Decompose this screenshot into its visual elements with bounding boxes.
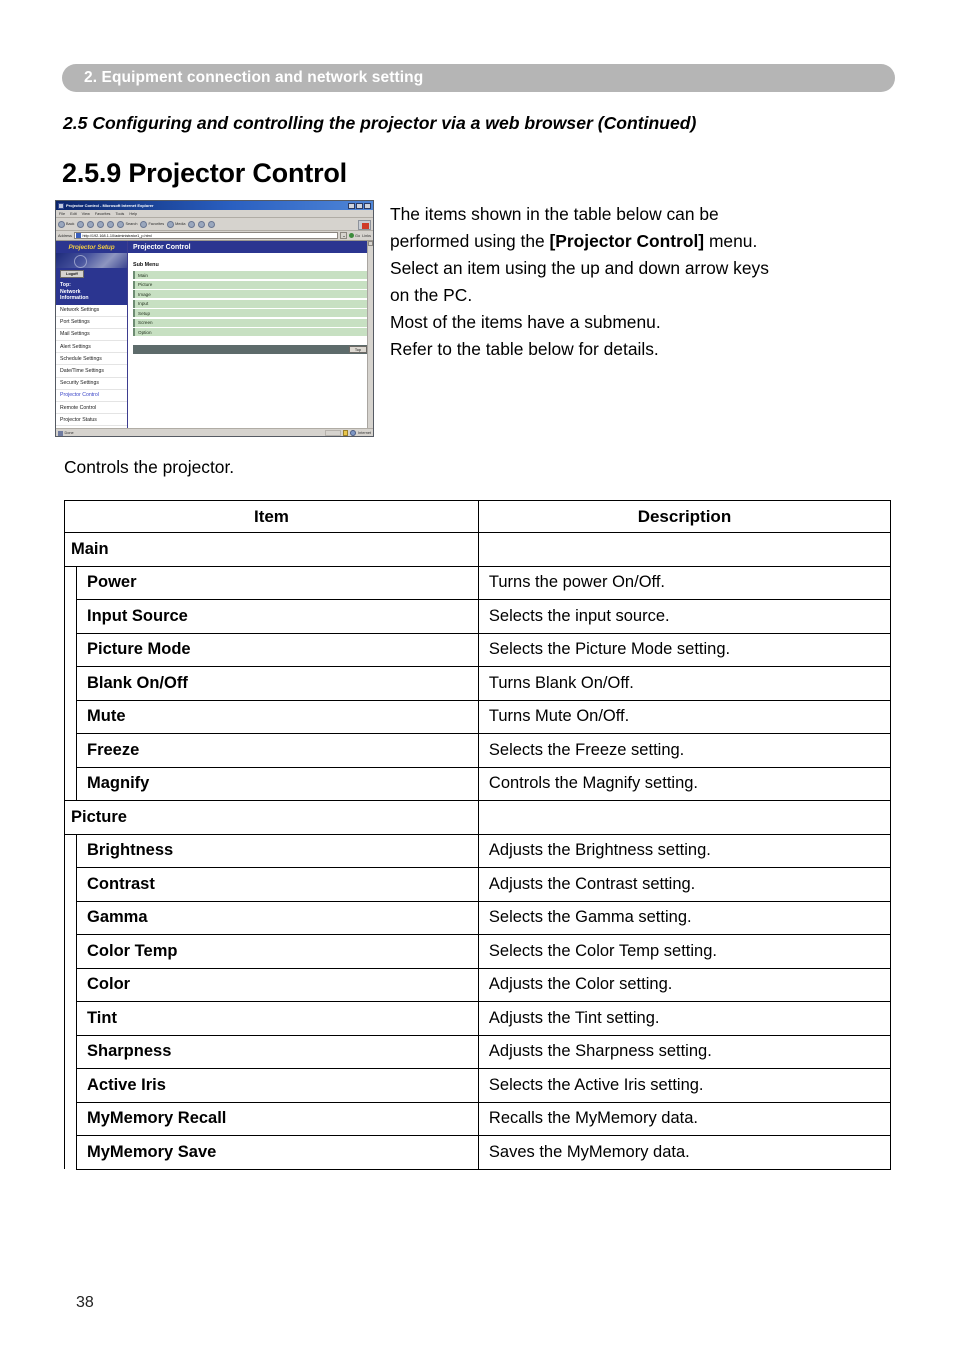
table-row (65, 935, 891, 969)
table-row (65, 566, 891, 600)
intro-line-6: Refer to the table below for details. (390, 339, 659, 359)
row-indent-gutter (65, 935, 77, 969)
status-left (58, 431, 323, 436)
row-indent-gutter (65, 600, 77, 634)
address-input[interactable] (74, 232, 338, 240)
row-description-color: Adjusts the Color setting. (478, 968, 890, 1002)
scroll-up-arrow-icon[interactable] (368, 241, 373, 246)
row-description-contrast: Adjusts the Contrast setting. (478, 868, 890, 902)
submenu-item-setup[interactable]: Setup (133, 309, 369, 317)
sidebar-item-mail-settings[interactable]: Mail Settings (56, 329, 127, 341)
page-icon (76, 233, 81, 238)
row-indent-gutter (65, 1136, 77, 1170)
submenu-item-main[interactable]: Main (133, 271, 369, 279)
row-item-magnify: Magnify (77, 767, 479, 801)
go-button[interactable] (349, 233, 360, 238)
row-item-color-temp: Color Temp (77, 935, 479, 969)
status-icon (58, 431, 63, 436)
sidebar-item-port-settings[interactable]: Port Settings (56, 317, 127, 329)
close-icon[interactable] (364, 203, 371, 209)
table-row (65, 1002, 891, 1036)
row-item-input-source: Input Source (77, 600, 479, 634)
favorites-button[interactable] (140, 221, 164, 228)
intro-line-1: The items shown in the table below can be (390, 204, 719, 224)
row-description-color-temp: Selects the Color Temp setting. (478, 935, 890, 969)
submenu-item-image[interactable]: Image (133, 290, 369, 298)
row-indent-gutter (65, 700, 77, 734)
projector-control-table (64, 500, 891, 1170)
page-scrollbar[interactable] (367, 241, 373, 428)
table-row (65, 901, 891, 935)
intro-line-3: Select an item using the up and down arrow keys (390, 258, 769, 278)
submenu-heading: Sub Menu (133, 262, 159, 268)
row-item-brightness: Brightness (77, 834, 479, 868)
sidebar-item-projector-control[interactable]: Projector Control (56, 390, 127, 402)
row-description-input-source: Selects the input source. (478, 600, 890, 634)
row-indent-gutter (65, 767, 77, 801)
web-page-title: Projector Control (128, 241, 373, 253)
row-item-tint: Tint (77, 1002, 479, 1036)
row-description-brightness: Adjusts the Brightness setting. (478, 834, 890, 868)
table-row (65, 700, 891, 734)
lock-icon (343, 430, 348, 436)
row-indent-gutter (65, 901, 77, 935)
row-indent-gutter (65, 968, 77, 1002)
media-button-label: Media (175, 222, 186, 226)
column-header-item: Item (65, 501, 479, 533)
search-button[interactable] (117, 221, 137, 228)
table-row (65, 633, 891, 667)
row-item-mute: Mute (77, 700, 479, 734)
table-row (65, 1136, 891, 1170)
print-icon[interactable] (208, 221, 215, 228)
sidebar-item-network-settings[interactable]: Network Settings (56, 305, 127, 317)
sidebar-item-alert-settings[interactable]: Alert Settings (56, 341, 127, 353)
row-item-sharpness: Sharpness (77, 1035, 479, 1069)
group-label-picture: Picture (65, 801, 479, 835)
browser-status-bar (56, 428, 373, 437)
sidebar-item-security-settings[interactable]: Security Settings (56, 378, 127, 390)
row-item-color: Color (77, 968, 479, 1002)
intro-line-2-prefix: performed using the (390, 231, 550, 251)
row-indent-gutter (65, 1069, 77, 1103)
section-subtitle: 2.5 Configuring and controlling the projector via a web browser (Continued) (63, 113, 697, 133)
sidebar-top-line1: Top: (60, 282, 71, 288)
history-icon[interactable] (188, 221, 195, 228)
row-item-picture-mode: Picture Mode (77, 633, 479, 667)
media-button[interactable] (167, 221, 185, 228)
intro-line-5: Most of the items have a submenu. (390, 312, 661, 332)
sidebar-item-remote-control[interactable]: Remote Control (56, 402, 127, 414)
row-item-mymemory-save: MyMemory Save (77, 1136, 479, 1170)
row-item-gamma: Gamma (77, 901, 479, 935)
address-url-text: http://192.168.1.10/administrator1_p.html (82, 233, 152, 238)
sidebar-top-line2: Network (60, 288, 81, 295)
menu-item-favorites[interactable]: Favorites (94, 211, 111, 216)
menu-item-tools[interactable]: Tools (115, 211, 125, 216)
submenu-list (128, 271, 373, 336)
row-description-power: Turns the power On/Off. (478, 566, 890, 600)
table-group-row-picture (65, 801, 891, 835)
web-content-area (128, 241, 373, 428)
logoff-button-wrap (56, 268, 127, 280)
row-description-mymemory-save: Saves the MyMemory data. (478, 1136, 890, 1170)
row-description-mute: Turns Mute On/Off. (478, 700, 890, 734)
column-header-description: Description (478, 501, 890, 533)
table-row (65, 600, 891, 634)
row-item-active-iris: Active Iris (77, 1069, 479, 1103)
table-row (65, 968, 891, 1002)
table-row (65, 1069, 891, 1103)
status-pane-1 (325, 430, 341, 436)
minimize-icon[interactable] (348, 203, 355, 209)
sidebar-item-schedule-settings[interactable]: Schedule Settings (56, 353, 127, 365)
refresh-icon[interactable] (97, 221, 104, 228)
favorites-button-label: Favorites (148, 222, 165, 226)
chevron-down-icon[interactable] (340, 232, 347, 240)
row-indent-gutter (65, 566, 77, 600)
search-icon (117, 221, 124, 228)
sidebar-logo-image (56, 253, 127, 268)
page-number: 38 (76, 1294, 94, 1311)
sidebar-top-info (56, 280, 127, 305)
table-row (65, 868, 891, 902)
table-row (65, 667, 891, 701)
menu-item-help[interactable]: Help (129, 211, 138, 216)
back-button-label: Back (66, 222, 75, 226)
group-label-main: Main (65, 533, 479, 567)
sidebar-logo-text: Projector Setup (56, 241, 127, 253)
table-row (65, 734, 891, 768)
row-description-tint: Adjusts the Tint setting. (478, 1002, 890, 1036)
table-row (65, 834, 891, 868)
browser-toolbar[interactable] (56, 218, 373, 231)
forward-arrow-icon[interactable] (77, 221, 84, 228)
row-indent-gutter (65, 1102, 77, 1136)
table-header-row (65, 501, 891, 533)
row-description-freeze: Selects the Freeze setting. (478, 734, 890, 768)
media-icon (167, 221, 174, 228)
address-label: Address (58, 233, 72, 238)
page-title: 2.5.9 Projector Control (62, 158, 347, 188)
row-description-picture-mode: Selects the Picture Mode setting. (478, 633, 890, 667)
star-icon (140, 221, 147, 228)
browser-app-icon (58, 203, 64, 209)
row-description-sharpness: Adjusts the Sharpness setting. (478, 1035, 890, 1069)
search-button-label: Search (125, 222, 138, 226)
browser-viewport (56, 241, 373, 428)
page-bottom-bar (133, 345, 369, 354)
stop-icon[interactable] (87, 221, 94, 228)
row-indent-gutter (65, 834, 77, 868)
intro-line-4: on the PC. (390, 285, 473, 305)
home-icon[interactable] (107, 221, 114, 228)
row-indent-gutter (65, 1035, 77, 1069)
logoff-button[interactable]: Logoff (60, 270, 84, 278)
row-indent-gutter (65, 667, 77, 701)
sidebar-top-line3: Information (60, 295, 89, 301)
menu-item-view[interactable]: View (81, 211, 90, 216)
chapter-banner-label: 2. Equipment connection and network setting (84, 69, 424, 86)
row-description-gamma: Selects the Gamma setting. (478, 901, 890, 935)
intro-line-2-suffix: menu. (704, 231, 758, 251)
browser-title-bar (56, 201, 373, 210)
row-item-mymemory-recall: MyMemory Recall (77, 1102, 479, 1136)
row-item-freeze: Freeze (77, 734, 479, 768)
submenu-item-input[interactable]: Input (133, 300, 369, 308)
table-row (65, 1102, 891, 1136)
back-arrow-icon (58, 221, 65, 228)
submenu-item-picture[interactable]: Picture (133, 281, 369, 289)
browser-window-title: Projector Control - Microsoft Internet Explorer (66, 203, 154, 208)
sidebar-item-date-time-settings[interactable]: Date/Time Settings (56, 365, 127, 377)
submenu-item-screen[interactable]: Screen (133, 319, 369, 327)
mail-icon[interactable] (198, 221, 205, 228)
menu-item-file[interactable]: File (59, 211, 66, 216)
row-indent-gutter (65, 868, 77, 902)
top-button[interactable]: Top (349, 346, 367, 353)
row-indent-gutter (65, 734, 77, 768)
browser-screenshot-figure (55, 200, 374, 437)
table-row (65, 767, 891, 801)
menu-item-edit[interactable]: Edit (70, 211, 77, 216)
row-description-magnify: Controls the Magnify setting. (478, 767, 890, 801)
row-description-active-iris: Selects the Active Iris setting. (478, 1069, 890, 1103)
web-sidebar (56, 241, 128, 428)
maximize-icon[interactable] (356, 203, 363, 209)
table-body (65, 533, 891, 1170)
browser-brand-logo (358, 220, 371, 230)
links-label[interactable]: Links (362, 233, 371, 238)
status-text: Done (64, 431, 74, 435)
row-description-blank-on-off: Turns Blank On/Off. (478, 667, 890, 701)
row-indent-gutter (65, 1002, 77, 1036)
group-description-picture (478, 801, 890, 835)
submenu-item-option[interactable]: Option (133, 328, 369, 336)
back-button[interactable] (58, 221, 74, 228)
window-controls[interactable] (348, 203, 371, 209)
table-group-row-main (65, 533, 891, 567)
globe-icon (350, 430, 356, 436)
row-item-power: Power (77, 566, 479, 600)
browser-menu-bar[interactable] (56, 210, 373, 218)
status-right (325, 430, 371, 436)
row-item-contrast: Contrast (77, 868, 479, 902)
group-description-main (478, 533, 890, 567)
chapter-banner (62, 64, 895, 92)
status-zone-text: Internet (358, 431, 371, 435)
row-item-blank-on-off: Blank On/Off (77, 667, 479, 701)
projector-control-menu-name: [Projector Control] (549, 231, 705, 251)
row-indent-gutter (65, 633, 77, 667)
intro-paragraph (390, 201, 900, 363)
controls-caption: Controls the projector. (64, 457, 235, 477)
browser-address-bar[interactable] (56, 231, 373, 241)
row-description-mymemory-recall: Recalls the MyMemory data. (478, 1102, 890, 1136)
go-button-label: Go (355, 233, 361, 238)
sidebar-item-projector-status[interactable]: Projector Status (56, 414, 127, 426)
table-row (65, 1035, 891, 1069)
go-icon (349, 233, 354, 238)
